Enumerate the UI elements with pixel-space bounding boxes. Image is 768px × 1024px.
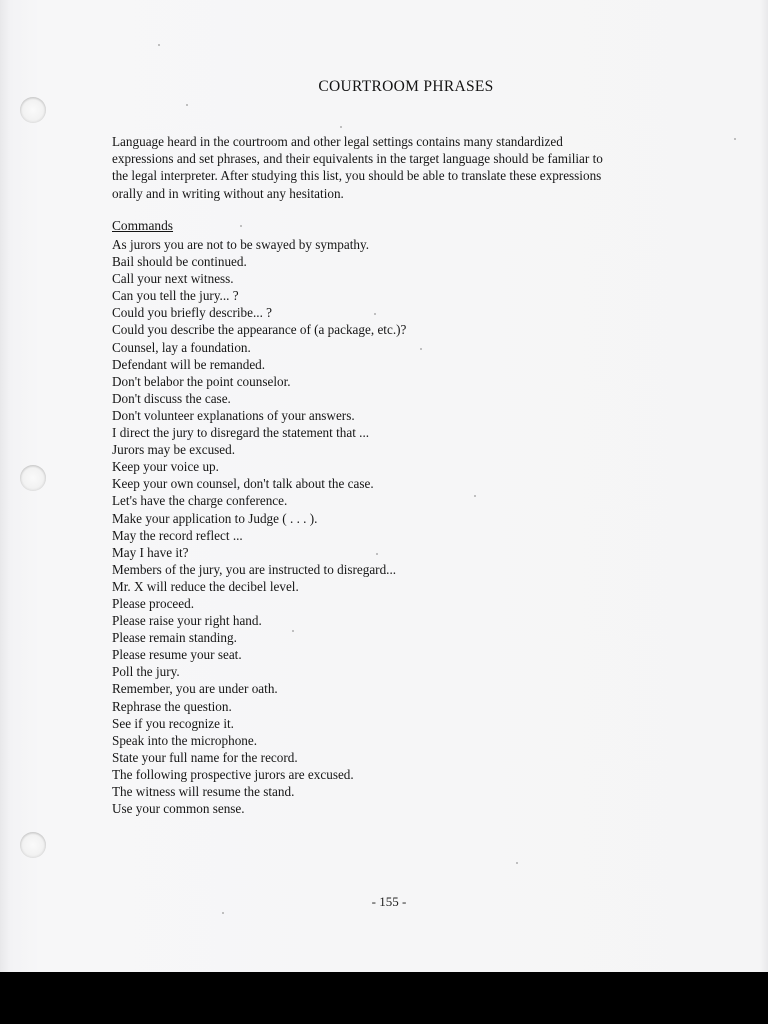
phrase-item: Don't belabor the point counselor.	[112, 373, 291, 389]
scan-speck	[474, 495, 476, 497]
phrase-item: Mr. X will reduce the decibel level.	[112, 578, 299, 594]
binder-hole-top	[20, 97, 46, 123]
phrase-item: Please remain standing.	[112, 630, 237, 646]
phrase-item: Please raise your right hand.	[112, 613, 262, 629]
phrase-list	[112, 236, 406, 817]
binder-hole-bottom	[20, 832, 46, 858]
phrase-item: Rephrase the question.	[112, 698, 232, 714]
phrase-item: I direct the jury to disregard the statement that ...	[112, 425, 370, 441]
phrase-item: Defendant will be remanded.	[112, 356, 266, 372]
intro-line: the legal interpreter. After studying this list, you should be able to translate these expressions	[112, 168, 602, 184]
phrase-item: Bail should be continued.	[112, 254, 247, 270]
phrase-item: State your full name for the record.	[112, 749, 298, 765]
phrase-item: Please proceed.	[112, 595, 195, 611]
phrase-item: Jurors may be excused.	[112, 442, 236, 458]
phrase-item: Could you describe the appearance of (a package, etc.)?	[112, 322, 407, 338]
intro-line: orally and in writing without any hesitation.	[112, 185, 344, 201]
page-number: - 155 -	[371, 894, 407, 909]
phrase-item: Members of the jury, you are instructed to disregard...	[112, 561, 397, 577]
phrase-item: Can you tell the jury... ?	[112, 288, 239, 304]
scan-speck	[516, 862, 518, 864]
scan-speck	[420, 348, 422, 350]
scan-speck	[240, 225, 242, 227]
phrase-item: Counsel, lay a foundation.	[112, 339, 251, 355]
phrase-item: Make your application to Judge ( . . . ).	[112, 510, 318, 526]
scan-speck	[374, 313, 376, 315]
scan-speck	[734, 138, 736, 140]
phrase-item: Use your common sense.	[112, 801, 245, 817]
phrase-item: May the record reflect ...	[112, 527, 243, 543]
phrase-item: Keep your voice up.	[112, 459, 219, 475]
section-heading-commands: Commands	[112, 218, 174, 233]
phrase-item: Let's have the charge conference.	[112, 493, 288, 509]
phrase-item: As jurors you are not to be swayed by sympathy.	[112, 237, 369, 252]
phrase-item: Call your next witness.	[112, 271, 234, 287]
phrase-item: Don't discuss the case.	[112, 390, 231, 406]
phrase-item: The following prospective jurors are excused.	[112, 766, 354, 782]
phrase-item: Remember, you are under oath.	[112, 681, 278, 697]
intro-line: expressions and set phrases, and their equivalents in the target language should be familiar to	[112, 151, 603, 167]
scan-speck	[292, 630, 294, 632]
intro-line: Language heard in the courtroom and other legal settings contains many standardized	[112, 134, 563, 149]
scan-speck	[340, 126, 342, 128]
phrase-item: Don't volunteer explanations of your answers.	[112, 407, 355, 423]
scan-speck	[158, 44, 160, 46]
phrase-item: Please resume your seat.	[112, 647, 242, 663]
phrase-item: May I have it?	[112, 544, 189, 560]
intro-paragraph	[112, 133, 697, 202]
page-title: COURTROOM PHRASES	[318, 78, 494, 95]
scan-speck	[186, 104, 188, 106]
phrase-item: Poll the jury.	[112, 664, 180, 680]
phrase-item: See if you recognize it.	[112, 715, 234, 731]
phrase-item: The witness will resume the stand.	[112, 784, 295, 799]
scan-speck	[376, 553, 378, 555]
phrase-item: Keep your own counsel, don't talk about the case.	[112, 476, 374, 492]
phrase-item: Speak into the microphone.	[112, 732, 258, 748]
phrase-item: Could you briefly describe... ?	[112, 305, 273, 321]
binder-hole-middle	[20, 465, 46, 491]
scan-speck	[222, 912, 224, 914]
